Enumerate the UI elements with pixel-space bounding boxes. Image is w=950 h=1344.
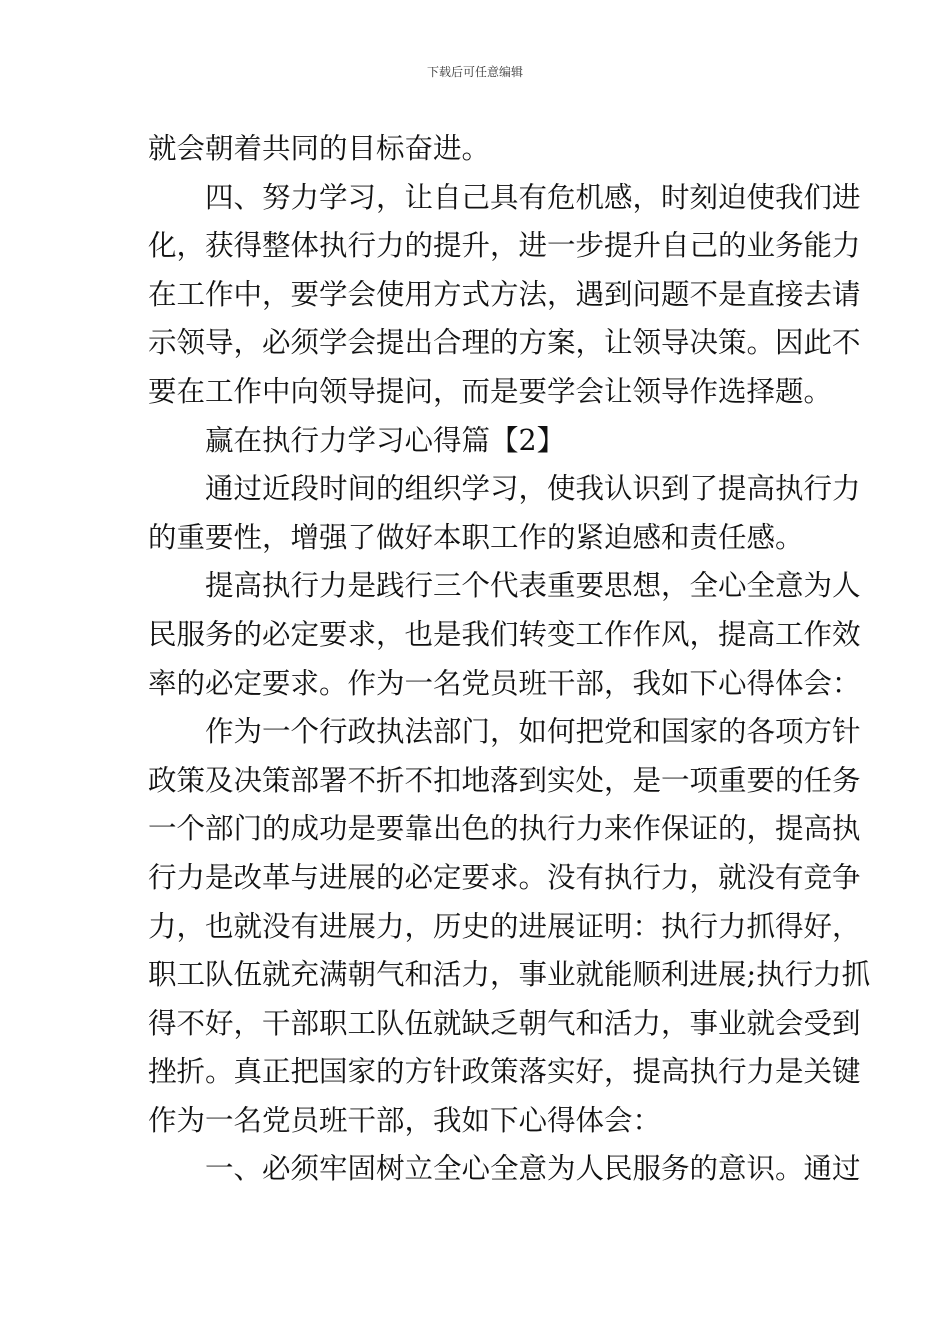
- text-line: 就会朝着共同的目标奋进。: [148, 132, 491, 165]
- text-line: 赢在执行力学习心得篇【2】: [205, 423, 566, 457]
- text-line: 政策及决策部署不折不扣地落到实处，是一项重要的任务: [148, 763, 861, 797]
- page-header: 下载后可任意编辑: [426, 65, 523, 79]
- text-line: 化，获得整体执行力的提升，进一步提升自己的业务能力: [148, 229, 861, 263]
- text-line: 示领导，必须学会提出合理的方案，让领导决策。因此不: [148, 326, 861, 360]
- text-line: 通过近段时间的组织学习，使我认识到了提高执行力: [205, 472, 861, 506]
- text-line: 力，也就没有进展力，历史的进展证明：执行力抓得好，: [148, 909, 861, 943]
- text-line: 提高执行力是践行三个代表重要思想，全心全意为人: [205, 569, 861, 603]
- text-line: 要在工作中向领导提问，而是要学会让领导作选择题。: [148, 374, 833, 408]
- text-line: 率的必定要求。作为一名党员班干部，我如下心得体会：: [148, 666, 861, 700]
- text-line: 一、必须牢固树立全心全意为人民服务的意识。通过: [205, 1152, 861, 1186]
- text-line: 挫折。真正把国家的方针政策落实好，提高执行力是关键: [148, 1055, 861, 1089]
- text-line: 的重要性，增强了做好本职工作的紧迫感和责任感。: [148, 520, 804, 554]
- text-line: 作为一个行政执法部门，如何把党和国家的各项方针: [205, 715, 861, 749]
- text-line: 一个部门的成功是要靠出色的执行力来作保证的，提高执: [148, 812, 861, 846]
- text-line: 职工队伍就充满朝气和活力，事业就能顺利进展;执行力抓: [148, 958, 871, 992]
- text-line: 在工作中，要学会使用方式方法，遇到问题不是直接去请: [148, 277, 861, 311]
- text-line: 作为一名党员班干部，我如下心得体会：: [148, 1103, 662, 1137]
- text-line: 四、努力学习，让自己具有危机感，时刻迫使我们进: [205, 180, 861, 214]
- text-line: 行力是改革与进展的必定要求。没有执行力，就没有竞争: [148, 860, 861, 894]
- text-line: 民服务的必定要求，也是我们转变工作作风，提高工作效: [148, 617, 861, 651]
- text-line: 得不好，干部职工队伍就缺乏朝气和活力，事业就会受到: [148, 1006, 861, 1040]
- document-body: [148, 125, 871, 1194]
